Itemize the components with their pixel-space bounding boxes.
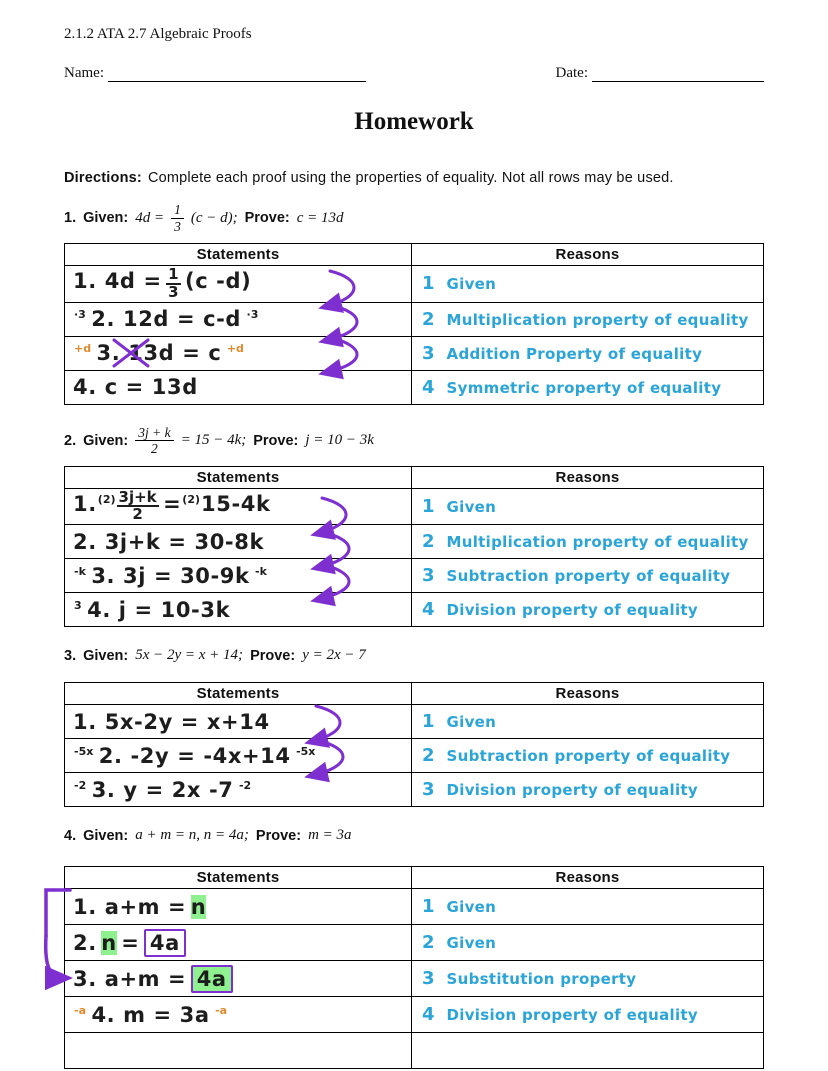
table-row	[65, 705, 764, 739]
annotation-mark: -k	[255, 564, 267, 578]
statement-text: 2. 12d = c-d	[91, 307, 242, 332]
statement-cell	[65, 925, 412, 961]
statement-text: =	[163, 491, 182, 516]
table-row	[65, 997, 764, 1033]
statement-cell	[65, 773, 412, 807]
reason-text: Given	[446, 275, 497, 294]
problem-1-header	[64, 202, 764, 234]
reason-text: Substitution property	[446, 970, 637, 989]
reason-number: 1	[422, 273, 435, 295]
statement-text: 3. y = 2x -7	[91, 777, 234, 802]
statement-text: 4. c = 13d	[73, 375, 198, 400]
prove-label: Prove:	[253, 432, 299, 449]
given-expression: 5x − 2y = x + 14;	[135, 647, 244, 664]
reason-cell	[412, 302, 764, 336]
column-header-statements: Statements	[65, 683, 412, 705]
statement-cell	[65, 336, 412, 370]
statement-text: 15-4k	[201, 491, 271, 516]
reason-text: Given	[446, 497, 497, 516]
reason-number: 3	[422, 779, 435, 801]
annotation-mark: -k	[74, 564, 86, 578]
annotation-mark: ·3	[246, 308, 259, 322]
reason-cell	[412, 525, 764, 559]
reason-text: Symmetric property of equality	[446, 378, 722, 397]
statement-text: =	[121, 930, 140, 955]
reason-number: 4	[422, 1004, 435, 1026]
problem-4-header	[64, 827, 764, 844]
reason-text: Multiplication property of equality	[446, 533, 749, 552]
reason-cell	[412, 1033, 764, 1069]
annotation-mark: -a	[74, 1003, 86, 1017]
reason-number: 2	[422, 745, 435, 767]
column-header-reasons: Reasons	[412, 466, 764, 488]
statement-text: 3. a+m =	[73, 966, 187, 991]
statement-text: 1. 5x-2y = x+14	[73, 709, 270, 734]
proof-table-1	[64, 243, 764, 405]
fraction: $\frac{3j + k}{2}$	[135, 425, 173, 457]
reason-number: 1	[422, 896, 435, 918]
reason-cell	[412, 370, 764, 404]
reason-cell	[412, 961, 764, 997]
header-row	[65, 683, 764, 705]
reason-number: 3	[422, 342, 435, 364]
fraction: $\frac{3j+k}{2}$	[118, 487, 157, 524]
column-header-statements: Statements	[65, 244, 412, 266]
reason-text: Addition Property of equality	[446, 344, 703, 363]
problem-number: 2.	[64, 432, 77, 449]
prove-expression: c = 13d	[296, 209, 344, 226]
date-blank-line	[592, 66, 764, 82]
column-header-statements: Statements	[65, 867, 412, 889]
name-field	[64, 65, 366, 82]
name-blank-line	[108, 66, 366, 82]
annotation-mark: +d	[226, 342, 244, 356]
table-row	[65, 961, 764, 997]
given-expression: (c − d);	[190, 209, 238, 226]
annotation-mark: (2)	[97, 492, 116, 506]
given-label: Given:	[83, 827, 129, 844]
statement-cell	[65, 488, 412, 525]
date-field	[556, 65, 764, 82]
problem-3-header	[64, 647, 764, 664]
reason-number: 2	[422, 932, 435, 954]
statement-text: 4. m = 3a	[91, 1002, 210, 1027]
fraction: $\frac{1}{3}$	[171, 202, 184, 234]
prove-expression: m = 3a	[308, 827, 352, 844]
statement-cell	[65, 997, 412, 1033]
proof-table-4	[64, 866, 764, 1069]
problem-number: 1.	[64, 210, 77, 227]
header-row	[65, 244, 764, 266]
reason-cell	[412, 559, 764, 593]
given-expression: a + m = n, n = 4a;	[135, 827, 249, 844]
directions-text: Complete each proof using the properties of equality. Not all rows may be used.	[147, 170, 674, 186]
reason-text: Given	[446, 898, 497, 917]
reason-number: 3	[422, 968, 435, 990]
column-header-reasons: Reasons	[412, 867, 764, 889]
problem-number: 4.	[64, 827, 77, 844]
problem-number: 3.	[64, 647, 77, 664]
reason-cell	[412, 739, 764, 773]
name-label: Name:	[64, 65, 104, 81]
statement-text: 1.	[73, 491, 97, 516]
table-row	[65, 739, 764, 773]
reason-cell	[412, 997, 764, 1033]
statement-text: 4. j = 10-3k	[87, 597, 231, 622]
statement-cell	[65, 525, 412, 559]
statement-cell	[65, 705, 412, 739]
table-row	[65, 925, 764, 961]
reason-number: 4	[422, 376, 435, 398]
annotation-mark: 3	[74, 598, 82, 612]
given-label: Given:	[83, 647, 129, 664]
statement-text: 3. 3j = 30-9k	[91, 563, 250, 588]
statement-cell	[65, 559, 412, 593]
boxed-highlighted-term: 4a	[191, 965, 233, 993]
statement-cell	[65, 593, 412, 627]
reason-cell	[412, 593, 764, 627]
table-row	[65, 266, 764, 303]
reason-number: 2	[422, 531, 435, 553]
problem-2-header	[64, 425, 764, 457]
statement-text: 3. 13d = c	[96, 341, 222, 366]
column-header-statements: Statements	[65, 466, 412, 488]
table-row	[65, 1033, 764, 1069]
table-row	[65, 773, 764, 807]
reason-number: 4	[422, 599, 435, 621]
annotation-mark: -a	[215, 1003, 228, 1017]
reason-text: Subtraction property of equality	[446, 567, 731, 586]
statement-cell	[65, 889, 412, 925]
reason-cell	[412, 705, 764, 739]
annotation-mark: ·3	[74, 308, 86, 322]
table-row	[65, 302, 764, 336]
statement-cell	[65, 961, 412, 997]
prove-expression: j = 10 − 3k	[305, 432, 374, 449]
statement-text: 2.	[73, 930, 97, 955]
table-row	[65, 370, 764, 404]
prove-label: Prove:	[255, 827, 302, 844]
reason-cell	[412, 925, 764, 961]
directions-label: Directions:	[64, 170, 142, 186]
reason-text: Subtraction property of equality	[446, 747, 731, 766]
statement-cell	[65, 1033, 412, 1069]
given-expression: = 15 − 4k;	[180, 432, 247, 449]
header-row	[65, 867, 764, 889]
reason-text: Division property of equality	[446, 781, 698, 800]
statement-cell	[65, 266, 412, 303]
annotation-mark: (2)	[182, 492, 201, 506]
statement-text: 2. 3j+k = 30-8k	[73, 529, 265, 554]
reason-text: Multiplication property of equality	[446, 310, 749, 329]
reason-number: 2	[422, 308, 435, 330]
reason-cell	[412, 488, 764, 525]
annotation-mark: +d	[74, 342, 92, 356]
given-expression: 4d =	[135, 209, 165, 226]
table-row	[65, 593, 764, 627]
reason-number: 3	[422, 565, 435, 587]
reason-cell	[412, 266, 764, 303]
reason-text: Given	[446, 934, 497, 953]
fraction: $\frac{1}{3}$	[168, 265, 179, 301]
statement-text: (c -d)	[185, 269, 252, 294]
column-header-reasons: Reasons	[412, 244, 764, 266]
highlighted-term: n	[101, 930, 117, 955]
reason-number: 1	[422, 495, 435, 517]
name-date-row	[64, 65, 764, 82]
table-row	[65, 336, 764, 370]
given-label: Given:	[83, 432, 129, 449]
prove-expression: y = 2x − 7	[302, 647, 366, 664]
given-label: Given:	[83, 210, 129, 227]
boxed-term: 4a	[144, 929, 186, 957]
statement-text: 1. a+m =	[73, 894, 187, 919]
annotation-mark: -2	[74, 778, 87, 792]
reason-number: 1	[422, 711, 435, 733]
annotation-mark: -5x	[74, 744, 94, 758]
statement-text: 2. -2y = -4x+14	[98, 743, 291, 768]
statement-cell	[65, 370, 412, 404]
reason-cell	[412, 336, 764, 370]
statement-cell	[65, 302, 412, 336]
course-title: 2.1.2 ATA 2.7 Algebraic Proofs	[64, 26, 252, 42]
page-title: Homework	[354, 108, 474, 135]
reason-text: Division property of equality	[446, 601, 698, 620]
proof-table-2	[64, 466, 764, 628]
column-header-reasons: Reasons	[412, 683, 764, 705]
table-row	[65, 525, 764, 559]
reason-cell	[412, 773, 764, 807]
prove-label: Prove:	[244, 210, 290, 227]
header-row	[65, 466, 764, 488]
proof-table-3	[64, 682, 764, 807]
statement-cell	[65, 739, 412, 773]
table-row	[65, 889, 764, 925]
annotation-mark: -2	[238, 778, 252, 792]
prove-label: Prove:	[250, 647, 296, 664]
directions	[64, 170, 764, 186]
reason-text: Given	[446, 713, 497, 732]
reason-text: Division property of equality	[446, 1006, 698, 1025]
table-row	[65, 488, 764, 525]
reason-cell	[412, 889, 764, 925]
table-row	[65, 559, 764, 593]
date-label: Date:	[555, 65, 588, 81]
highlighted-term: n	[190, 894, 207, 919]
statement-text: 1. 4d =	[73, 269, 162, 294]
annotation-mark: -5x	[296, 744, 316, 758]
